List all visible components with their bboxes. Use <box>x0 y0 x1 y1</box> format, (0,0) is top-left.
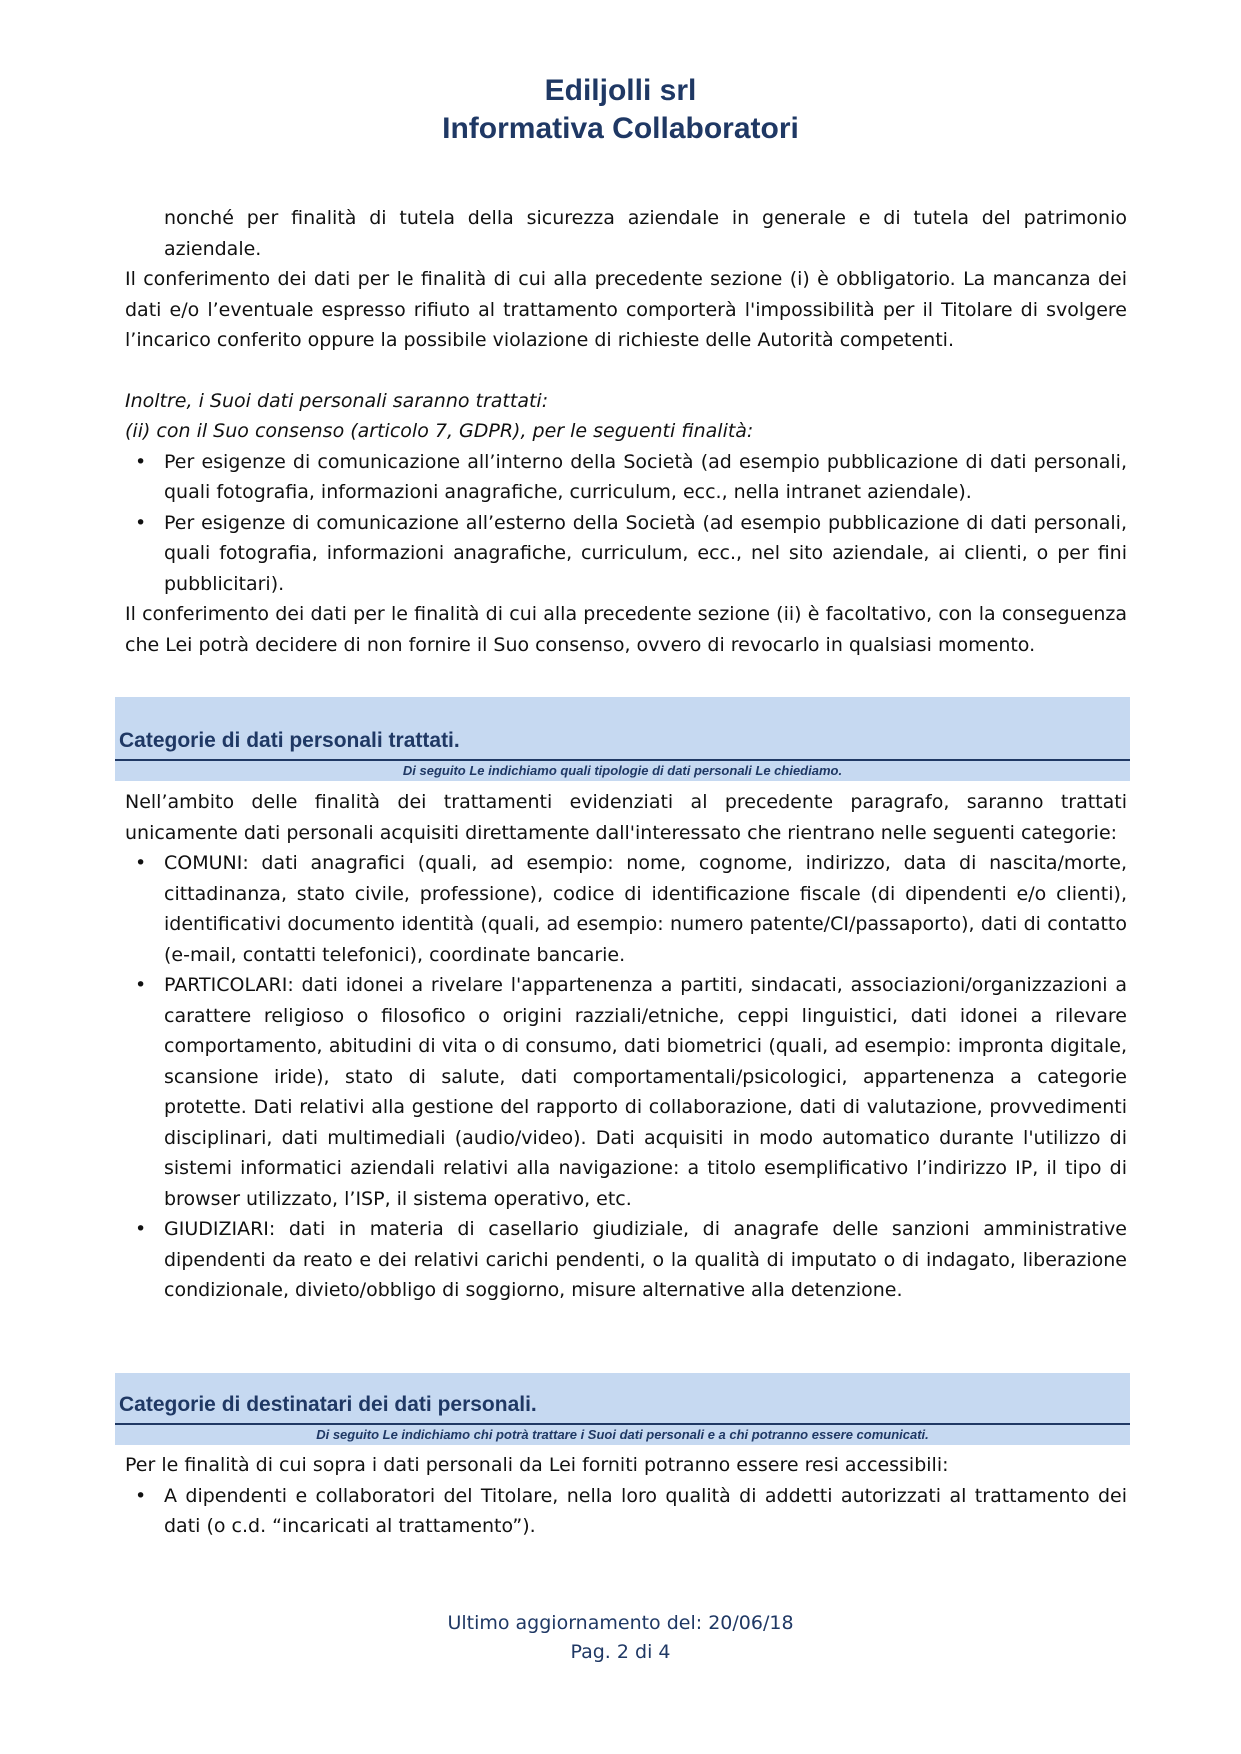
list-item: • Per esigenze di comunicazione all’esterno della Società (ad esempio pubblicazione di dati personali, quali fotografia, informazioni anagrafiche, curriculum, ecc., nel sito aziendale, ai clienti, o per fini pubblicitari). <box>125 508 1127 600</box>
recipients-list <box>125 1481 1127 1542</box>
data-categories-intro: Nell’ambito delle finalità dei trattamenti evidenziati al precedente paragrafo, saranno trattati unicamente dati personali acquisiti direttamente dall'interessato che rientrano nelle seguenti categorie: <box>125 791 1127 844</box>
bullet-icon: • <box>135 852 147 874</box>
page-header <box>0 72 1241 148</box>
bullet-icon: • <box>135 974 147 996</box>
recipients-intro: Per le finalità di cui sopra i dati personali da Lei forniti potranno essere resi accessibili: <box>125 1454 949 1476</box>
bullet-icon: • <box>135 450 147 473</box>
list-item: • GIUDIZIARI: dati in materia di casellario giudiziale, di anagrafe delle sanzioni amministrative dipendenti da reato e dei relativi carichi pendenti, o la qualità di imputato o di indagato, liberazione condizionale, divieto/obbligo di soggiorno, misure alternative alla detenzione. <box>125 1214 1127 1306</box>
further-processing-line: Inoltre, i Suoi dati personali saranno trattati: <box>125 389 549 412</box>
page-number: Pag. 2 di 4 <box>570 1641 671 1663</box>
section-subtitle: Di seguito Le indichiamo chi potrà trattare i Suoi dati personali e a chi potranno essere comunicati. <box>115 1425 1130 1445</box>
bullet-icon: • <box>135 1218 147 1240</box>
section-header-recipients <box>115 1373 1130 1423</box>
continuation-paragraph: nonché per finalità di tutela della sicurezza aziendale in generale e di tutela del patrimonio aziendale. <box>164 207 1127 260</box>
data-categories-block <box>125 787 1127 1306</box>
list-item: • A dipendenti e collaboratori del Titolare, nella loro qualità di addetti autorizzati al trattamento dei dati (o c.d. “incaricati al trattamento”). <box>125 1481 1127 1542</box>
list-item: • Per esigenze di comunicazione all’interno della Società (ad esempio pubblicazione di dati personali, quali fotografia, informazioni anagrafiche, curriculum, ecc., nella intranet aziendale). <box>125 447 1127 508</box>
company-name: Ediljolli srl <box>544 74 697 107</box>
recipients-block <box>125 1450 1127 1542</box>
consent-purposes-list <box>125 447 1127 600</box>
document-title: Informativa Collaboratori <box>442 112 799 145</box>
list-item: • COMUNI: dati anagrafici (quali, ad esempio: nome, cognome, indirizzo, data di nascita/morte, cittadinanza, stato civile, professione), codice di identificazione fiscale (di dipendenti e/o clienti), identificativi documento identità (quali, ad esempio: numero patente/CI/passaporto), dati di contatto (e-mail, contatti telefonici), coordinate bancarie. <box>125 848 1127 970</box>
spacer <box>125 356 1127 386</box>
intro-block <box>125 203 1127 660</box>
page-footer <box>0 1609 1241 1667</box>
section-title: Categorie di destinatari dei dati personali. <box>119 1393 537 1416</box>
optional-data-paragraph: Il conferimento dei dati per le finalità di cui alla precedente sezione (ii) è facoltativo, con la conseguenza che Lei potrà decidere di non fornire il Suo consenso, ovvero di revocarlo in qualsiasi momento. <box>125 603 1127 656</box>
section-title: Categorie di dati personali trattati. <box>119 729 460 752</box>
mandatory-data-paragraph: Il conferimento dei dati per le finalità di cui alla precedente sezione (i) è obbligatorio. La mancanza dei dati e/o l’eventuale espresso rifiuto al trattamento comporterà l'impossibilità per il Titolare di svolgere l’incarico conferito oppure la possibile violazione di richieste delle Autorità competenti. <box>125 268 1127 351</box>
section-header-data-categories <box>115 697 1130 759</box>
data-categories-list <box>125 848 1127 1306</box>
list-item: • PARTICOLARI: dati idonei a rivelare l'appartenenza a partiti, sindacati, associazioni/organizzazioni a carattere religioso o filosofico o origini razziali/etniche, ceppi linguistici, dati idonei a rilevare comportamento, abitudini di vita o di consumo, dati biometrici (quali, ad esempio: impronta digitale, scansione iride), stato di salute, dati comportamentali/psicologici, appartenenza a categorie protette. Dati relativi alla gestione del rapporto di collaborazione, dati di valutazione, provvedimenti disciplinari, dati multimediali (audio/video). Dati acquisiti in modo automatico durante l'utilizzo di sistemi informatici aziendali relativi alla navigazione: a titolo esemplificativo l’indirizzo IP, il tipo di browser utilizzato, l’ISP, il sistema operativo, etc. <box>125 970 1127 1214</box>
bullet-icon: • <box>135 1484 147 1507</box>
section-subtitle: Di seguito Le indichiamo quali tipologie di dati personali Le chiediamo. <box>115 761 1130 781</box>
consent-purposes-line: (ii) con il Suo consenso (articolo 7, GDPR), per le seguenti finalità: <box>125 420 754 442</box>
last-update-text: Ultimo aggiornamento del: 20/06/18 <box>447 1612 794 1634</box>
bullet-icon: • <box>135 511 147 534</box>
